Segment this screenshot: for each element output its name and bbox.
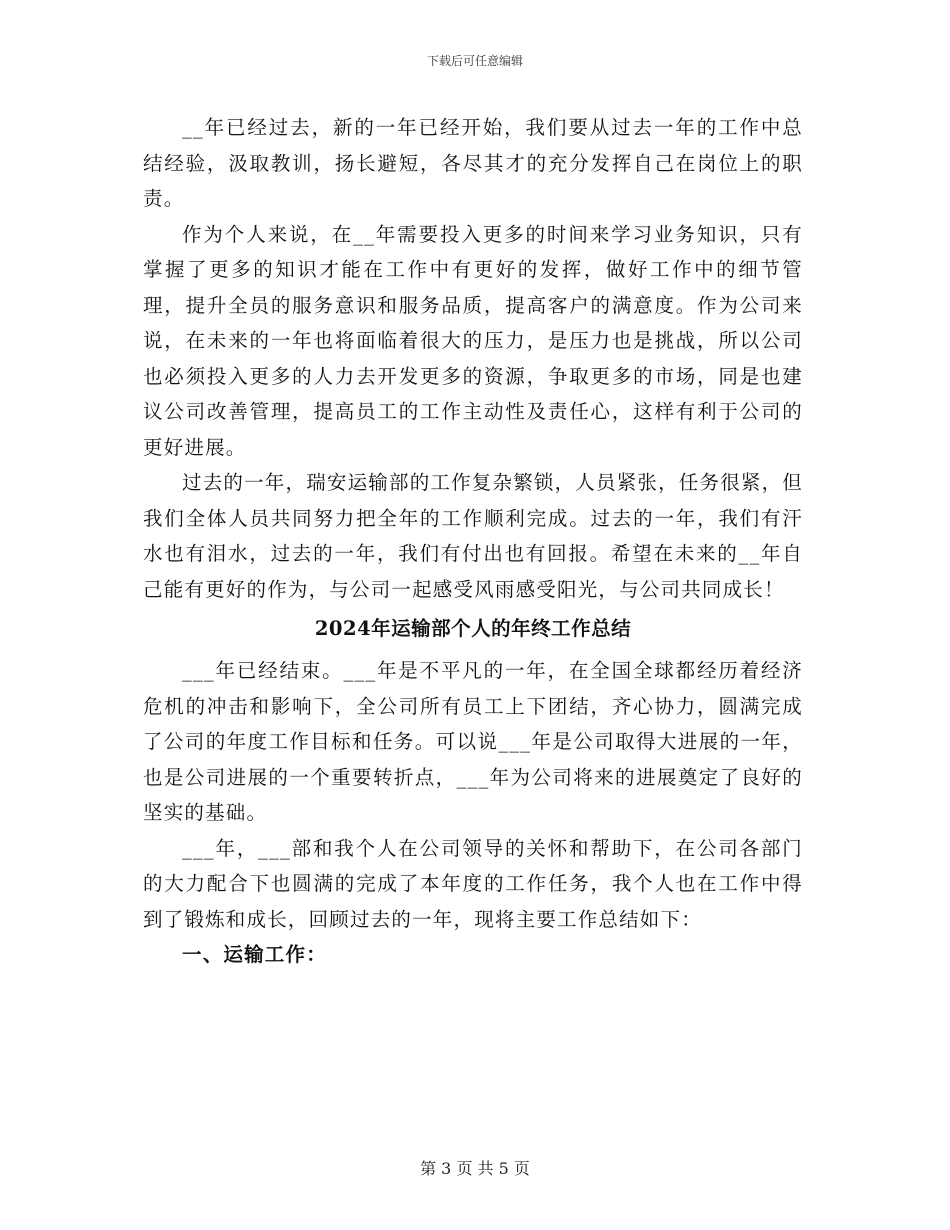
paragraph-summary-department: ___年，___部和我个人在公司领导的关怀和帮助下，在公司各部门的大力配合下也圆满的完成了本年度的工作任务，我个人也在工作中得到了锻炼和成长，回顾过去的一年，现将主要工作总结如下： <box>143 836 803 931</box>
paragraph-year-review: 过去的一年，瑞安运输部的工作复杂繁锁，人员紧张，任务很紧，但我们全体人员共同努力把全年的工作顺利完成。过去的一年，我们有汗水也有泪水，过去的一年，我们有付出也有回报。希望在未来的__年自己能有更好的作为，与公司一起感受风雨感受阳光，与公司共同成长！ <box>143 471 804 601</box>
paragraph-personal-plan: 作为个人来说，在__年需要投入更多的时间来学习业务知识，只有掌握了更多的知识才能在工作中有更好的发挥，做好工作中的细节管理，提升全员的服务意识和服务品质，提高客户的满意度。作为公司来说，在未来的一年也将面临着很大的压力，是压力也是挑战，所以公司也必须投入更多的人力去开发更多的资源，争取更多的市场，同是也建议公司改善管理，提高员工的工作主动性及责任心，这样有利于公司的更好进展。 <box>143 222 803 459</box>
section-title: 2024年运输部个人的年终工作总结 <box>314 617 632 640</box>
document-body <box>143 110 803 973</box>
paragraph-summary-intro: ___年已经结束。___年是不平凡的一年，在全国全球都经历着经济危机的冲击和影响下，全公司所有员工上下团结，齐心协力，圆满完成了公司的年度工作目标和任务。可以说___年是公司取得大进展的一年，也是公司进展的一个重要转折点，___年为公司将来的进展奠定了良好的坚实的基础。 <box>143 659 803 824</box>
subheading-transport-work: 一、运输工作： <box>182 943 327 966</box>
page-header: 下载后可任意编辑 <box>426 54 523 68</box>
page-number: 第 3 页 共 5 页 <box>420 1159 530 1178</box>
paragraph-intro: __年已经过去，新的一年已经开始，我们要从过去一年的工作中总结经验，汲取教训，扬长避短，各尽其才的充分发挥自己在岗位上的职责。 <box>143 116 803 210</box>
